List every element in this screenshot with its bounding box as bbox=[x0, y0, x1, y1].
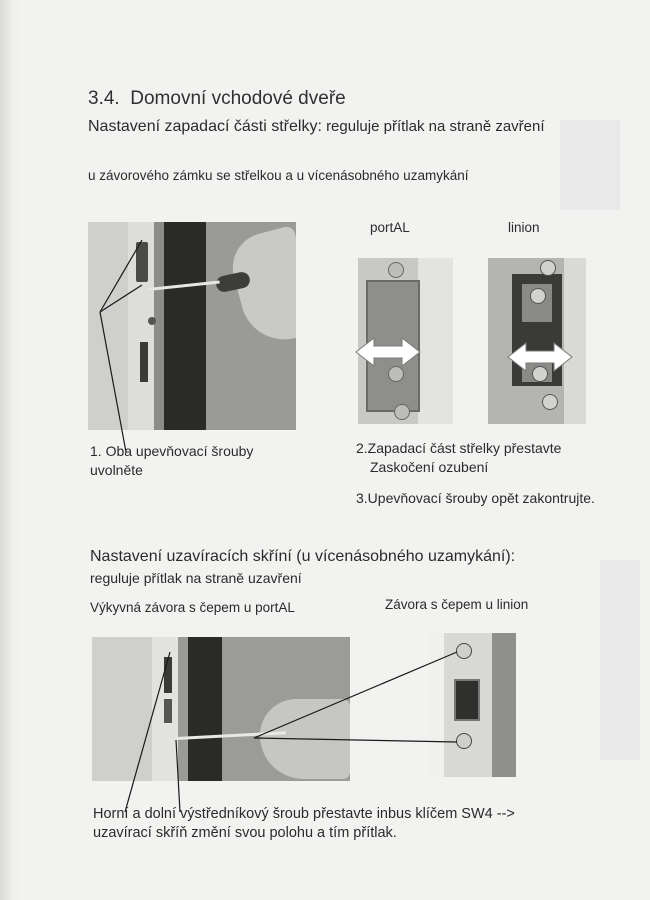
step-2-text: 2.Zapadací část střelky přestavte bbox=[356, 440, 562, 456]
instruction-line-1: Horní a dolní výstředníkový šroub přestavte inbus klíčem SW4 --> bbox=[93, 806, 515, 822]
strike-heading: Nastavení uzavíracích skříní (u vícenásobného uzamykání): bbox=[90, 548, 516, 565]
step-1-text: 1. Oba upevňovací šrouby uvolněte bbox=[90, 443, 254, 478]
latch-heading bbox=[88, 118, 545, 136]
photo-portal-latch bbox=[358, 258, 453, 424]
section-title-text: Domovní vchodové dveře bbox=[130, 88, 346, 109]
page-binding-shadow bbox=[0, 0, 22, 900]
label-portal: portAL bbox=[370, 220, 410, 235]
step-2-subtext: Zaskočení ozubení bbox=[370, 459, 489, 475]
section-number: 3.4. bbox=[88, 88, 120, 109]
label-linion: linion bbox=[508, 220, 540, 235]
section-title bbox=[88, 88, 346, 110]
caption-portal-strike: Výkyvná závora s čepem u portAL bbox=[90, 600, 295, 615]
photo-hex-key-strike bbox=[92, 637, 350, 781]
step-3-text: 3.Upevňovací šrouby opět zakontrujte. bbox=[356, 490, 595, 506]
bleed-through bbox=[560, 120, 620, 210]
strike-subheading: reguluje přítlak na straně uzavření bbox=[90, 570, 302, 586]
photo-linion-strike bbox=[430, 633, 516, 777]
caption-linion-strike: Závora s čepem u linion bbox=[385, 597, 529, 612]
latch-heading-main: Nastavení zapadací části střelky: bbox=[88, 118, 322, 135]
instruction-line-2: uzavírací skříň změní svou polohu a tím přítlak. bbox=[93, 825, 397, 841]
bleed-through bbox=[600, 560, 640, 760]
photo-latch-screwdriver bbox=[88, 222, 296, 430]
latch-scope-text: u závorového zámku se střelkou a u vícenásobného uzamykání bbox=[88, 168, 469, 183]
latch-heading-rest: reguluje přítlak na straně zavření bbox=[326, 118, 545, 135]
photo-linion-latch bbox=[488, 258, 586, 424]
